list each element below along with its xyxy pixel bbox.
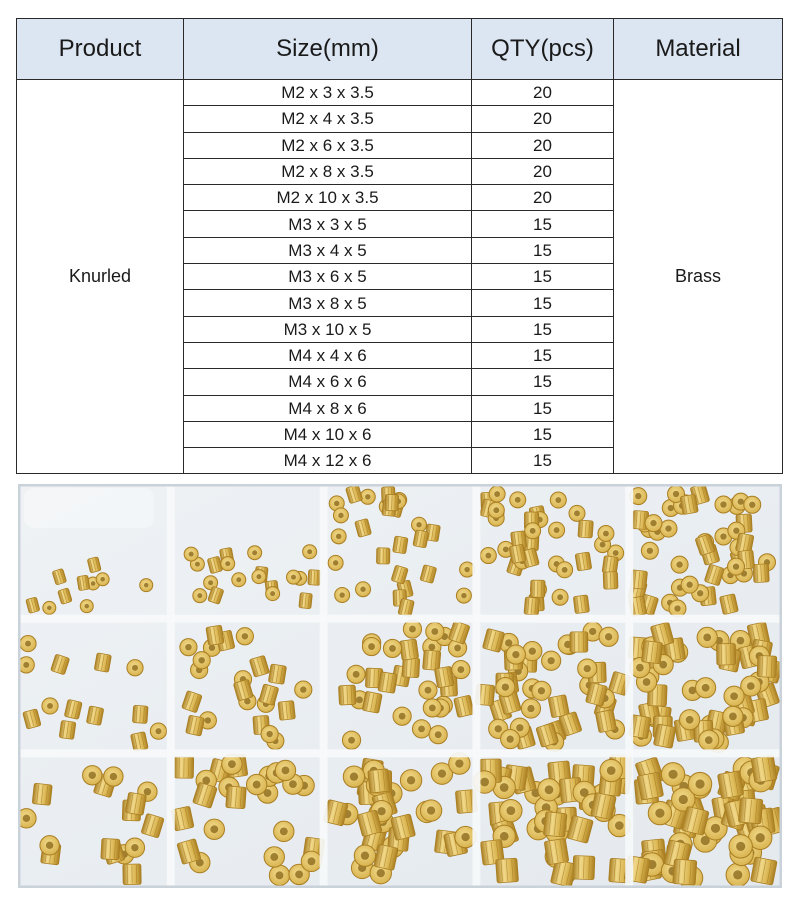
- brass-insert-side: [750, 857, 777, 885]
- insert-hole: [461, 833, 469, 841]
- insert-hole: [131, 844, 138, 851]
- insert-hole: [23, 815, 30, 822]
- brass-insert-side: [59, 720, 76, 739]
- brass-insert-side: [278, 701, 295, 721]
- insert-hole: [650, 520, 656, 526]
- size-cell: M3 x 6 x 5: [184, 264, 472, 290]
- insert-hole: [655, 809, 664, 818]
- insert-hole: [720, 533, 726, 539]
- insert-hole: [603, 531, 609, 537]
- brass-insert-side: [738, 798, 762, 824]
- qty-cell: 15: [472, 448, 614, 474]
- insert-hole: [429, 705, 436, 712]
- insert-hole: [500, 832, 509, 841]
- size-cell: M4 x 4 x 6: [184, 342, 472, 368]
- insert-hole: [438, 769, 446, 777]
- insert-hole: [270, 591, 275, 596]
- insert-hole: [89, 772, 96, 779]
- brass-insert-side: [186, 715, 205, 736]
- insert-hole: [730, 692, 738, 700]
- insert-hole: [635, 493, 641, 499]
- insert-hole: [557, 594, 563, 600]
- size-cell: M2 x 6 x 3.5: [184, 132, 472, 158]
- insert-hole: [225, 561, 230, 566]
- insert-hole: [197, 593, 202, 598]
- insert-hole: [574, 510, 580, 516]
- insert-hole: [668, 770, 677, 779]
- insert-hole: [749, 502, 755, 508]
- qty-cell: 20: [472, 132, 614, 158]
- material-cell: Brass: [614, 80, 783, 474]
- brass-insert-side: [641, 641, 662, 664]
- insert-hole: [464, 567, 469, 572]
- insert-hole: [562, 567, 568, 573]
- insert-hole: [291, 575, 296, 580]
- brass-insert-side: [402, 658, 420, 678]
- brass-insert-side: [132, 705, 148, 723]
- insert-hole: [339, 592, 344, 597]
- insert-hole: [515, 497, 521, 503]
- insert-hole: [431, 628, 438, 635]
- insert-hole: [747, 682, 755, 690]
- size-cell: M3 x 10 x 5: [184, 316, 472, 342]
- insert-hole: [368, 643, 375, 650]
- insert-hole: [527, 705, 534, 712]
- insert-hole: [736, 842, 745, 851]
- insert-hole: [300, 686, 306, 692]
- spec-table: [16, 18, 783, 474]
- insert-hole: [361, 852, 369, 860]
- insert-hole: [733, 564, 739, 570]
- insert-hole: [353, 671, 360, 678]
- brass-insert-side: [575, 552, 592, 571]
- insert-hole: [399, 713, 406, 720]
- insert-hole: [545, 785, 554, 794]
- brass-insert-side: [434, 666, 454, 688]
- brass-insert-side: [496, 858, 519, 883]
- brass-insert-side: [206, 625, 224, 645]
- insert-hole: [416, 522, 421, 527]
- insert-hole: [144, 788, 151, 795]
- insert-hole: [100, 577, 105, 582]
- insert-hole: [547, 657, 554, 664]
- insert-hole: [494, 491, 500, 497]
- insert-hole: [516, 724, 523, 731]
- brass-insert-side: [509, 544, 526, 563]
- insert-hole: [702, 684, 710, 692]
- brass-insert-side: [573, 595, 589, 614]
- header-size: Size(mm): [184, 19, 472, 80]
- insert-hole: [276, 871, 284, 879]
- brass-insert-side: [543, 812, 567, 838]
- brass-insert-side: [544, 838, 569, 864]
- qty-cell: 15: [472, 421, 614, 447]
- brass-insert-side: [578, 520, 593, 538]
- divider-vertical: [167, 484, 175, 888]
- insert-hole: [132, 665, 138, 671]
- brass-insert-side: [125, 792, 146, 815]
- insert-hole: [615, 821, 624, 830]
- brass-insert-side: [374, 844, 398, 870]
- brass-insert-side: [570, 632, 588, 652]
- divider-vertical: [320, 484, 328, 888]
- insert-hole: [584, 665, 591, 672]
- insert-hole: [407, 776, 415, 784]
- brass-insert-side: [573, 856, 595, 880]
- brass-insert-side: [595, 710, 616, 733]
- insert-hole: [500, 783, 509, 792]
- insert-hole: [295, 870, 303, 878]
- qty-cell: 15: [472, 369, 614, 395]
- size-cell: M4 x 12 x 6: [184, 448, 472, 474]
- insert-hole: [697, 590, 703, 596]
- product-photo: [18, 484, 782, 888]
- insert-hole: [253, 781, 261, 789]
- qty-cell: 15: [472, 316, 614, 342]
- qty-cell: 20: [472, 80, 614, 106]
- qty-cell: 15: [472, 290, 614, 316]
- insert-hole: [668, 505, 674, 511]
- insert-hole: [336, 534, 341, 539]
- insert-hole: [454, 644, 461, 651]
- brass-insert-side: [378, 672, 398, 694]
- header-qty: QTY(pcs): [472, 19, 614, 80]
- qty-cell: 15: [472, 342, 614, 368]
- insert-hole: [733, 528, 739, 534]
- insert-hole: [435, 731, 442, 738]
- divider-horizontal: [18, 615, 782, 623]
- insert-hole: [185, 644, 191, 650]
- divider-vertical: [472, 484, 480, 888]
- size-cell: M2 x 10 x 3.5: [184, 185, 472, 211]
- header-material: Material: [614, 19, 783, 80]
- size-cell: M4 x 8 x 6: [184, 395, 472, 421]
- insert-hole: [512, 651, 519, 658]
- brass-insert-side: [32, 783, 52, 805]
- insert-hole: [307, 549, 312, 554]
- brass-insert-side: [680, 494, 698, 514]
- insert-hole: [538, 687, 545, 694]
- insert-hole: [686, 716, 694, 724]
- insert-hole: [289, 780, 297, 788]
- insert-hole: [506, 806, 515, 815]
- size-cell: M2 x 4 x 3.5: [184, 106, 472, 132]
- brass-insert-side: [717, 771, 743, 799]
- insert-hole: [199, 657, 205, 663]
- qty-cell: 20: [472, 106, 614, 132]
- insert-hole: [455, 759, 463, 767]
- insert-hole: [480, 778, 489, 787]
- brass-insert-side: [653, 724, 676, 748]
- insert-hole: [228, 760, 236, 768]
- insert-hole: [210, 825, 218, 833]
- insert-hole: [110, 773, 117, 780]
- insert-hole: [256, 574, 261, 579]
- brass-insert-side: [399, 639, 418, 660]
- brass-insert-side: [94, 653, 111, 672]
- insert-hole: [409, 626, 416, 633]
- insert-hole: [308, 857, 316, 865]
- insert-hole: [333, 560, 338, 565]
- table-body: [17, 80, 783, 474]
- insert-hole: [252, 550, 257, 555]
- insert-hole: [647, 548, 653, 554]
- insert-hole: [703, 634, 711, 642]
- insert-hole: [673, 491, 679, 497]
- insert-hole: [607, 766, 616, 775]
- insert-hole: [348, 737, 355, 744]
- insert-hole: [205, 717, 211, 723]
- brass-insert-side: [716, 644, 735, 666]
- size-cell: M3 x 3 x 5: [184, 211, 472, 237]
- insert-hole: [189, 552, 194, 557]
- insert-hole: [389, 645, 396, 652]
- insert-hole: [600, 542, 606, 548]
- insert-hole: [589, 628, 596, 635]
- insert-hole: [679, 795, 688, 804]
- insert-hole: [555, 497, 561, 503]
- insert-hole: [23, 662, 29, 668]
- insert-hole: [495, 725, 502, 732]
- brass-insert-side: [299, 593, 313, 609]
- brass-insert-side: [385, 494, 399, 510]
- brass-insert-side: [362, 691, 382, 713]
- brass-insert-side: [101, 838, 120, 859]
- size-cell: M2 x 8 x 3.5: [184, 158, 472, 184]
- brass-insert-side: [530, 580, 545, 597]
- qty-cell: 15: [472, 211, 614, 237]
- qty-cell: 15: [472, 237, 614, 263]
- insert-hole: [282, 766, 290, 774]
- qty-cell: 15: [472, 264, 614, 290]
- table-row: [17, 80, 783, 106]
- insert-hole: [738, 498, 744, 504]
- insert-hole: [350, 773, 358, 781]
- size-cell: M2 x 3 x 3.5: [184, 80, 472, 106]
- brass-insert-side: [393, 536, 409, 554]
- size-cell: M4 x 6 x 6: [184, 369, 472, 395]
- insert-hole: [613, 550, 619, 556]
- insert-hole: [674, 605, 680, 611]
- insert-hole: [485, 553, 491, 559]
- insert-hole: [737, 637, 745, 645]
- insert-hole: [605, 633, 612, 640]
- brass-insert-side: [268, 664, 286, 684]
- insert-hole: [377, 807, 385, 815]
- brass-insert-side: [123, 864, 141, 885]
- insert-hole: [530, 528, 536, 534]
- insert-hole: [236, 577, 241, 582]
- brass-insert-side: [338, 685, 356, 705]
- insert-hole: [47, 703, 53, 709]
- brass-insert-side: [86, 706, 104, 726]
- insert-hole: [155, 728, 161, 734]
- insert-hole: [711, 824, 720, 833]
- insert-hole: [377, 869, 385, 877]
- insert-hole: [427, 806, 435, 814]
- insert-hole: [144, 583, 149, 588]
- insert-hole: [25, 641, 31, 647]
- insert-hole: [554, 527, 560, 533]
- insert-hole: [529, 647, 536, 654]
- header-row: [17, 19, 783, 80]
- insert-hole: [665, 525, 671, 531]
- brass-insert-side: [603, 572, 618, 589]
- insert-hole: [733, 870, 742, 879]
- product-cell: Knurled: [17, 80, 184, 474]
- insert-hole: [91, 581, 96, 586]
- insert-hole: [720, 501, 726, 507]
- brass-insert-side: [226, 786, 247, 809]
- insert-hole: [208, 580, 213, 585]
- size-cell: M3 x 8 x 5: [184, 290, 472, 316]
- insert-hole: [507, 735, 514, 742]
- insert-hole: [493, 507, 499, 513]
- insert-hole: [360, 587, 365, 592]
- insert-hole: [242, 633, 248, 639]
- size-cell: M4 x 10 x 6: [184, 421, 472, 447]
- insert-hole: [334, 501, 339, 506]
- insert-hole: [356, 696, 363, 703]
- insert-hole: [676, 561, 682, 567]
- lid-glare: [24, 488, 154, 528]
- header-product: Product: [17, 19, 184, 80]
- insert-hole: [687, 582, 693, 588]
- insert-hole: [705, 736, 713, 744]
- inserts-organizer-image: [18, 484, 782, 888]
- insert-hole: [418, 725, 425, 732]
- brass-insert-side: [753, 564, 769, 583]
- insert-hole: [756, 833, 765, 842]
- brass-insert-side: [368, 769, 390, 793]
- insert-hole: [85, 604, 90, 609]
- qty-cell: 20: [472, 158, 614, 184]
- brass-insert-side: [751, 755, 777, 783]
- brass-insert-side: [637, 772, 664, 800]
- insert-hole: [425, 687, 432, 694]
- brass-insert-side: [524, 597, 540, 615]
- insert-hole: [47, 606, 52, 611]
- insert-hole: [729, 712, 737, 720]
- brass-insert-side: [423, 650, 441, 671]
- insert-hole: [280, 827, 288, 835]
- insert-hole: [461, 593, 466, 598]
- insert-hole: [505, 639, 512, 646]
- brass-insert-side: [130, 732, 148, 752]
- insert-hole: [636, 664, 644, 672]
- insert-hole: [46, 842, 53, 849]
- brass-insert-side: [673, 859, 697, 885]
- insert-hole: [365, 494, 370, 499]
- qty-cell: 20: [472, 185, 614, 211]
- brass-insert-side: [376, 548, 389, 564]
- insert-hole: [195, 562, 200, 567]
- brass-insert-side: [757, 656, 777, 678]
- brass-insert-side: [413, 530, 429, 548]
- brass-insert-side: [591, 792, 617, 819]
- insert-hole: [266, 731, 272, 737]
- insert-hole: [643, 678, 651, 686]
- insert-hole: [428, 644, 435, 651]
- insert-hole: [338, 513, 343, 518]
- insert-hole: [503, 546, 509, 552]
- insert-hole: [457, 666, 464, 673]
- divider-horizontal: [18, 749, 782, 757]
- brass-insert-side: [308, 570, 321, 586]
- insert-hole: [502, 683, 509, 690]
- size-cell: M3 x 4 x 5: [184, 237, 472, 263]
- brass-insert-side: [77, 575, 90, 591]
- insert-hole: [270, 853, 278, 861]
- qty-cell: 15: [472, 395, 614, 421]
- insert-hole: [695, 779, 704, 788]
- divider-vertical: [625, 484, 633, 888]
- brass-insert-side: [174, 757, 194, 779]
